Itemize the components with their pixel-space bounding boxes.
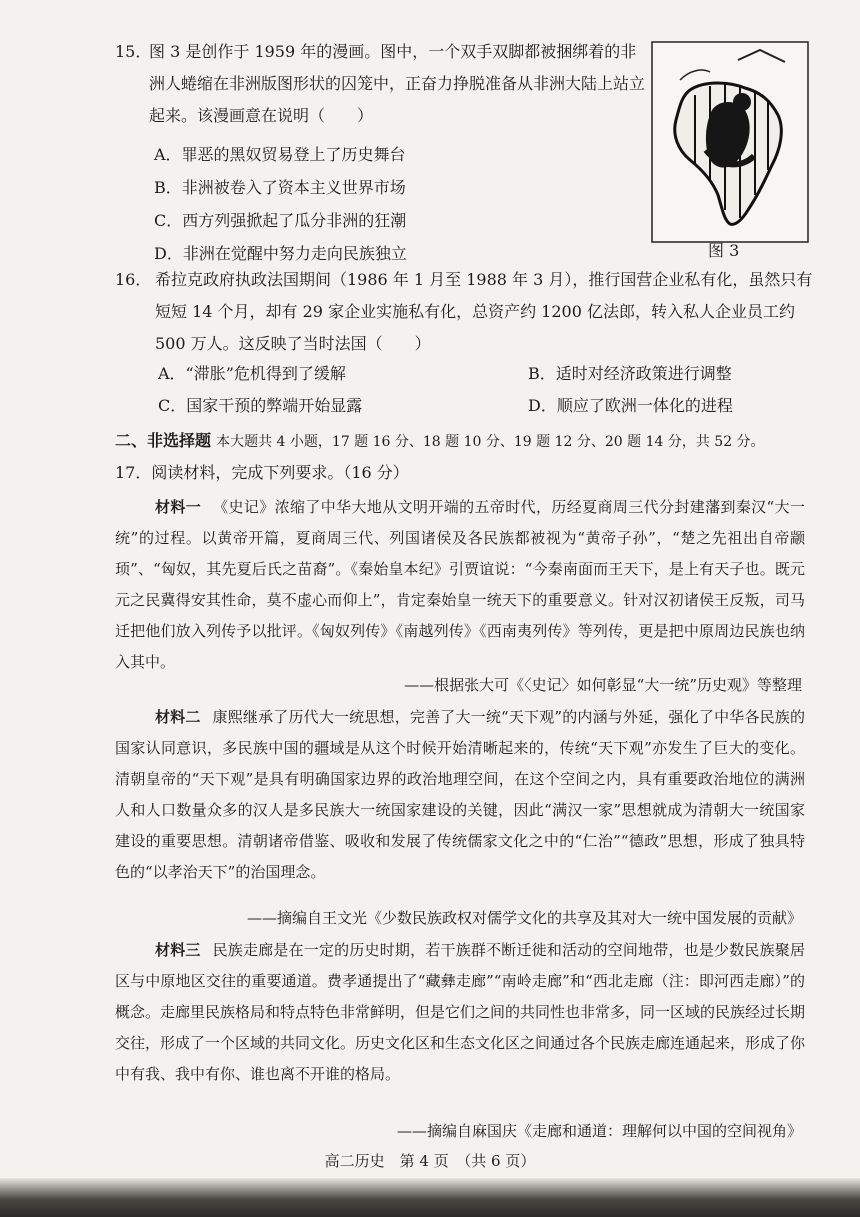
question-16 <box>115 264 815 360</box>
option-a: A．罪恶的黑奴贸易登上了历史舞台 <box>154 145 406 164</box>
figure-caption: 图 3 <box>708 241 740 260</box>
material-text: 民族走廊是在一定的历史时期，若干族群不断迁徙和活动的空间地带，也是少数民族聚居区与中原地区交往的重要通道。费孝通提出了“藏彝走廊”“南岭走廊”和“西北走廊（注：即河西走廊）”的概念。走廊里民族格局和特点特色非常鲜明，但是它们之间的共同性也非常多，同一区域的民族经过长期交往，形成了一个区域的共同文化。历史文化区和生态文化区之间通过各个民族走廊连通起来，形成了你中有我、我中有你、谁也离不开谁的格局。 <box>115 941 806 1083</box>
section-heading <box>115 425 765 458</box>
option-d: D．非洲在觉醒中努力走向民族独立 <box>154 244 407 263</box>
material-heading: 材料一 <box>155 498 202 516</box>
material-text: 《史记》浓缩了中华大地从文明开端的五帝时代，历经夏商周三代分封建藩到秦汉“大一统”的过程。以黄帝开篇，夏商周三代、列国诸侯及各民族都被视为“黄帝子孙”，“楚之先祖出自帝颛顼”、“匈奴，其先夏后氏之苗裔”。《秦始皇本纪》引贾谊说：“今秦南面而王天下，是上有天子也。既元元之民冀得安其性命，莫不虚心而仰上”，肯定秦始皇一统天下的重要意义。针对汉初诸侯王反叛，司马迁把他们放入列传予以批评。《匈奴列传》《南越列传》《西南夷列传》等列传，更是把中原周边民族也纳入其中。 <box>115 498 805 671</box>
material-source: ——摘编自麻国庆《走廊和通道：理解何以中国的空间视角》 <box>396 1122 802 1140</box>
scan-edge-shadow <box>0 1178 860 1217</box>
material-heading: 材料二 <box>155 708 201 726</box>
question-stem: 图 3 是创作于 1959 年的漫画。图中，一个双手双脚都被捆绑着的非洲人蜷缩在非洲版图形状的囚笼中，正奋力挣脱准备从非洲大陆上站立起来。该漫画意在说明（ ） <box>149 42 646 125</box>
section-description: 本大题共 4 小题，17 题 16 分、18 题 10 分、19 题 12 分、20 题 14 分，共 52 分。 <box>216 434 765 450</box>
material-source: ——根据张大可《〈史记〉如何彰显“大一统”历史观》等整理 <box>404 676 802 694</box>
option-c: C．西方列强掀起了瓜分非洲的狂潮 <box>154 211 407 230</box>
question-17-stem: 17．阅读材料，完成下列要求。（16 分） <box>115 463 409 482</box>
section-title: 二、非选择题 <box>115 431 212 450</box>
material-3 <box>115 935 805 1090</box>
question-number: 15． <box>115 42 152 61</box>
question-15 <box>115 36 645 132</box>
question-number: 16． <box>115 270 152 289</box>
option-b: B．适时对经济政策进行调整 <box>528 364 732 383</box>
option-b: B．非洲被卷入了资本主义世界市场 <box>154 178 406 197</box>
material-heading: 材料三 <box>155 941 201 959</box>
material-2 <box>115 702 805 888</box>
option-a: A．“滞胀”危机得到了缓解 <box>158 364 346 383</box>
option-c: C．国家干预的弊端开始显露 <box>158 396 363 415</box>
africa-cage-cartoon-figure <box>650 40 810 250</box>
material-text: 康熙继承了历代大一统思想，完善了大一统“天下观”的内涵与外延，强化了中华各民族的国家认同意识，多民族中国的疆域是从这个时候开始清晰起来的，传统“天下观”亦发生了巨大的变化。清朝皇帝的“天下观”是具有明确国家边界的政治地理空间，在这个空间之内，具有重要政治地位的满洲人和人口数量众多的汉人是多民族大一统国家建设的关键，因此“满汉一家”思想就成为清朝大一统国家建设的重要思想。清朝诸帝借鉴、吸收和发展了传统儒家文化之中的“仁治”“德政”思想，形成了独具特色的“以孝治天下”的治国理念。 <box>115 708 805 881</box>
question-stem: 希拉克政府执政法国期间（1986 年 1 月至 1988 年 3 月），推行国营企业私有化，虽然只有短短 14 个月，却有 29 家企业实施私有化，总资产约 1200 亿法郎，转入私人企业员工约 500 万人。这反映了当时法国（ ） <box>155 270 813 353</box>
material-source: ——摘编自王文光《少数民族政权对儒学文化的共享及其对大一统中国发展的贡献》 <box>246 909 802 927</box>
question-15-options <box>154 138 407 270</box>
page-footer: 高二历史 第 4 页 （共 6 页） <box>324 1152 536 1170</box>
option-d: D．顺应了欧洲一体化的进程 <box>528 396 733 415</box>
material-1 <box>115 492 805 678</box>
